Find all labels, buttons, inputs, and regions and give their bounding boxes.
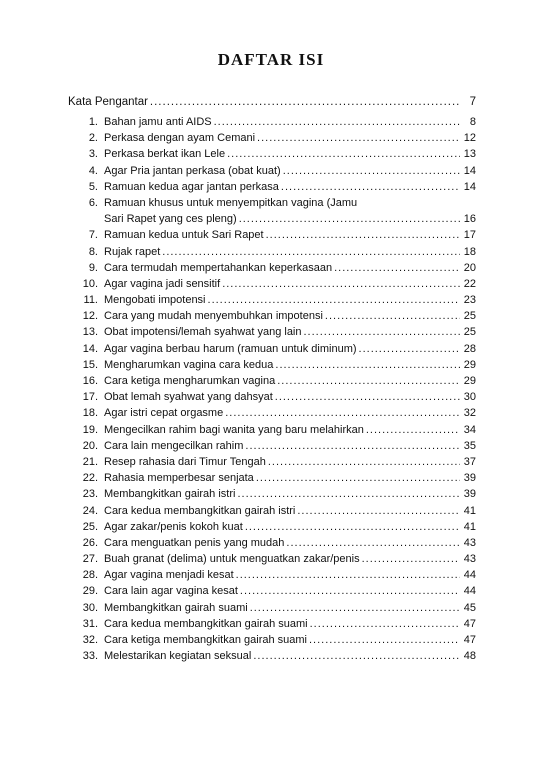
toc-leader-dots xyxy=(227,146,460,162)
toc-entry-number: 20. xyxy=(82,439,98,452)
toc-entry-title: Cara ketiga membangkitkan gairah suami xyxy=(104,634,307,646)
toc-leader-dots xyxy=(225,405,460,421)
toc-entry-number: 8. xyxy=(88,245,98,258)
toc-entry-number: 1. xyxy=(88,116,98,128)
toc-entry xyxy=(68,632,476,648)
toc-leader-dots xyxy=(214,114,460,130)
toc-entry-page: 41 xyxy=(463,504,476,517)
toc-entry-page: 32 xyxy=(463,407,476,420)
toc-leader-dots xyxy=(286,535,460,551)
toc-leader-dots xyxy=(208,292,460,308)
toc-leader-dots xyxy=(236,567,460,583)
toc-entry xyxy=(68,470,476,486)
toc-entry-number: 5. xyxy=(88,180,98,193)
toc-entry-number: 14. xyxy=(82,342,98,355)
toc-entry-title: Agar vagina jadi sensitif xyxy=(104,277,221,290)
toc-entry xyxy=(68,519,476,535)
toc-entry-number: 16. xyxy=(82,375,98,387)
toc-entry-page: 47 xyxy=(463,634,476,646)
toc-entry-number: 25. xyxy=(82,520,98,533)
toc-entry-title: Membangkitkan gairah istri xyxy=(104,488,236,501)
toc-entry-page: 16 xyxy=(463,213,476,226)
toc-entry-number: 24. xyxy=(82,504,98,517)
toc-leader-dots xyxy=(240,583,460,599)
toc-entry-title: Cara menguatkan penis yang mudah xyxy=(104,536,285,549)
toc-leader-dots xyxy=(275,389,460,405)
toc-leader-dots xyxy=(237,486,460,502)
toc-entry-number: 21. xyxy=(82,455,98,468)
toc-entry-title: Rahasia memperbesar senjata xyxy=(104,472,254,485)
toc-leader-dots xyxy=(304,324,461,340)
toc-entry-title: Membangkitkan gairah suami xyxy=(104,601,248,614)
toc-entry-title: Agar Pria jantan perkasa (obat kuat) xyxy=(104,164,281,177)
toc-entry-page: 30 xyxy=(463,391,476,404)
toc-entry-title: Melestarikan kegiatan seksual xyxy=(104,650,252,663)
toc-entry xyxy=(68,357,476,373)
toc-leader-dots xyxy=(266,227,460,243)
toc-entry-title: Agar vagina berbau harum (ramuan untuk diminum) xyxy=(104,342,357,355)
toc-entry-number: 26. xyxy=(82,536,98,549)
toc-entry-title: Rujak rapet xyxy=(104,245,161,258)
toc-entry xyxy=(68,179,476,195)
toc-entry xyxy=(68,551,476,567)
toc-entry-page: 44 xyxy=(463,569,476,582)
toc-entry xyxy=(68,195,476,227)
toc-entry-title: Mengecilkan rahim bagi wanita yang baru melahirkan xyxy=(104,423,364,436)
toc-entry-title: Perkasa berkat ikan Lele xyxy=(104,148,226,161)
toc-entry-number: 31. xyxy=(82,617,98,630)
toc-entry-page: 37 xyxy=(463,455,476,468)
toc-entry-page: 25 xyxy=(463,310,476,323)
toc-leader-dots xyxy=(362,551,460,567)
toc-entry-page: 35 xyxy=(463,439,476,452)
toc-entry-page: 47 xyxy=(463,617,476,630)
toc-leader-dots xyxy=(281,179,460,195)
toc-entry-number: 23. xyxy=(82,488,98,501)
toc-leader-dots xyxy=(275,357,460,373)
toc-entry-number: 13. xyxy=(82,326,98,339)
toc-entry xyxy=(68,276,476,292)
toc-entry xyxy=(68,567,476,583)
toc-entry xyxy=(68,292,476,308)
toc-entry-title: Cara ketiga mengharumkan vagina xyxy=(104,375,276,387)
toc-entry-page: 39 xyxy=(463,472,476,485)
toc-entry-title: Agar vagina menjadi kesat xyxy=(104,569,234,582)
toc-entry-number: 30. xyxy=(82,601,98,614)
toc-leader-dots xyxy=(334,260,460,276)
toc-entry xyxy=(68,130,476,146)
toc-entry-title: Cara yang mudah menyembuhkan impotensi xyxy=(104,310,323,323)
toc-entry-number: 33. xyxy=(82,650,98,663)
toc-entry-page: 13 xyxy=(463,148,476,161)
toc-leader-dots xyxy=(325,308,460,324)
toc-entry-page: 44 xyxy=(463,585,476,598)
toc-entry-page: 14 xyxy=(463,164,476,177)
toc-entry-title: Mengharumkan vagina cara kedua xyxy=(104,358,274,371)
toc-entry-title: Buah granat (delima) untuk menguatkan zakar/penis xyxy=(104,553,360,566)
toc-entry-number: 7. xyxy=(88,229,98,242)
toc-leader-dots xyxy=(297,503,460,519)
toc-leader-dots xyxy=(245,519,460,535)
toc-intro-label: Kata Pengantar xyxy=(68,96,148,108)
toc-entry-title: Cara kedua membangkitkan gairah istri xyxy=(104,504,296,517)
toc-entry-page: 23 xyxy=(463,294,476,307)
toc-entry-title: Resep rahasia dari Timur Tengah xyxy=(104,455,266,468)
toc-leader-dots xyxy=(253,648,460,664)
toc-entry-title: Agar istri cepat orgasme xyxy=(104,407,224,420)
toc-leader-dots xyxy=(277,373,460,389)
toc-leader-dots xyxy=(257,130,460,146)
toc-entry xyxy=(68,244,476,260)
toc-entry xyxy=(68,389,476,405)
toc-entry-number: 12. xyxy=(82,310,98,323)
toc-entry-page: 45 xyxy=(463,601,476,614)
toc-entry xyxy=(68,583,476,599)
toc-entry xyxy=(68,486,476,502)
toc-entry-page: 41 xyxy=(463,520,476,533)
toc-entry xyxy=(68,438,476,454)
toc-entry-title: Obat impotensi/lemah syahwat yang lain xyxy=(104,326,302,339)
toc-entry-number: 6. xyxy=(88,196,98,209)
toc-entry-number: 28. xyxy=(82,569,98,582)
toc-entry xyxy=(68,227,476,243)
toc-leader-dots xyxy=(239,211,460,227)
toc-entry-title: Mengobati impotensi xyxy=(104,294,206,307)
toc-intro-entry xyxy=(68,96,476,111)
toc-entry-page: 29 xyxy=(463,358,476,371)
toc-entry xyxy=(68,341,476,357)
toc-entry-page: 8 xyxy=(469,116,476,128)
toc-entry-page: 25 xyxy=(463,326,476,339)
toc-entry-page: 29 xyxy=(463,375,476,387)
toc-entry xyxy=(68,260,476,276)
toc-entry-page: 43 xyxy=(463,536,476,549)
toc-entry xyxy=(68,146,476,162)
toc-entry xyxy=(68,454,476,470)
toc-entry-number: 9. xyxy=(88,261,98,274)
toc-entry xyxy=(68,114,476,130)
toc-entry xyxy=(68,648,476,664)
toc-entry xyxy=(68,308,476,324)
toc-entry xyxy=(68,373,476,389)
toc-leader-dots xyxy=(366,422,460,438)
toc-entry-page: 12 xyxy=(463,132,476,145)
toc-entry-page: 48 xyxy=(463,650,476,663)
toc-entry xyxy=(68,422,476,438)
toc-entry-number: 32. xyxy=(82,634,98,646)
toc-leader-dots xyxy=(222,276,460,292)
toc-entry xyxy=(68,405,476,421)
toc-entry-number: 4. xyxy=(88,164,98,177)
table-of-contents xyxy=(68,114,476,664)
toc-leader-dots xyxy=(150,96,460,108)
toc-entry-number: 22. xyxy=(82,472,98,485)
toc-entry-title: Cara kedua membangkitkan gairah suami xyxy=(104,617,308,630)
toc-entry-title: Ramuan kedua untuk Sari Rapet xyxy=(104,229,264,242)
toc-entry-page: 20 xyxy=(463,261,476,274)
toc-leader-dots xyxy=(256,470,460,486)
toc-entry-title: Ramuan khusus untuk menyempitkan vagina (Jamu xyxy=(104,196,358,209)
toc-entry-title: Bahan jamu anti AIDS xyxy=(104,116,212,128)
toc-entry xyxy=(68,616,476,632)
toc-entry-number: 27. xyxy=(82,553,98,566)
toc-leader-dots xyxy=(283,163,460,179)
toc-entry-page: 17 xyxy=(463,229,476,242)
toc-entry-title: Ramuan kedua agar jantan perkasa xyxy=(104,180,279,193)
toc-entry-page: 14 xyxy=(463,180,476,193)
toc-entry-number: 17. xyxy=(82,391,98,404)
toc-leader-dots xyxy=(309,632,460,648)
toc-entry-number: 15. xyxy=(82,358,98,371)
toc-entry-title: Perkasa dengan ayam Cemani xyxy=(104,132,256,145)
toc-entry-number: 29. xyxy=(82,585,98,598)
toc-leader-dots xyxy=(250,600,460,616)
toc-entry-title: Obat lemah syahwat yang dahsyat xyxy=(104,391,273,404)
toc-entry-number: 11. xyxy=(83,294,98,307)
toc-entry-page: 39 xyxy=(463,488,476,501)
toc-entry-title: Cara lain mengecilkan rahim xyxy=(104,439,244,452)
toc-entry-number: 3. xyxy=(88,148,98,161)
toc-entry xyxy=(68,535,476,551)
toc-leader-dots xyxy=(245,438,460,454)
toc-entry xyxy=(68,503,476,519)
toc-entry-page: 18 xyxy=(463,245,476,258)
toc-entry-title: Cara lain agar vagina kesat xyxy=(104,585,238,598)
toc-leader-dots xyxy=(359,341,460,357)
toc-entry xyxy=(68,600,476,616)
toc-entry xyxy=(68,163,476,179)
toc-intro-page: 7 xyxy=(469,96,476,108)
toc-leader-dots xyxy=(268,454,460,470)
toc-entry-number: 10. xyxy=(82,277,98,290)
toc-entry-number: 19. xyxy=(82,423,98,436)
toc-entry-title: Cara termudah mempertahankan keperkasaan xyxy=(104,261,333,274)
toc-entry-page: 28 xyxy=(463,342,476,355)
toc-leader-dots xyxy=(310,616,460,632)
toc-leader-dots xyxy=(162,244,460,260)
toc-entry-page: 22 xyxy=(463,277,476,290)
page-title: DAFTAR ISI xyxy=(217,50,325,69)
toc-entry-title-continued: Sari Rapet yang ces pleng) xyxy=(104,213,237,226)
toc-entry-title: Agar zakar/penis kokoh kuat xyxy=(104,520,243,533)
toc-entry-number: 2. xyxy=(88,132,98,145)
toc-entry-page: 34 xyxy=(463,423,476,436)
toc-entry-number: 18. xyxy=(82,407,98,420)
toc-entry xyxy=(68,324,476,340)
toc-entry-page: 43 xyxy=(463,553,476,566)
